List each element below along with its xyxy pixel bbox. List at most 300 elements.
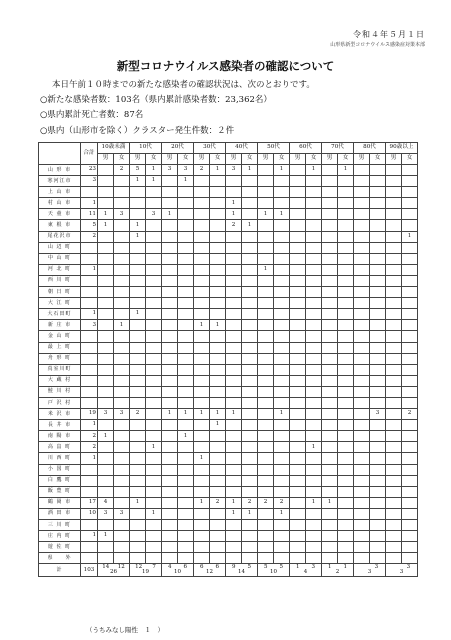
case-count-cell <box>402 165 418 176</box>
case-count-cell <box>322 431 338 442</box>
sex-sum: 6 <box>183 563 187 570</box>
case-count-cell <box>354 486 370 497</box>
case-count-cell <box>370 364 386 375</box>
case-count-cell <box>242 275 258 286</box>
case-count-cell <box>114 242 130 253</box>
case-count-cell <box>306 209 322 220</box>
sex-sum: 5 <box>279 563 283 570</box>
case-count-cell <box>162 220 178 231</box>
case-count-cell <box>402 187 418 198</box>
case-count-cell: 1 <box>338 165 354 176</box>
case-count-cell <box>178 253 194 264</box>
case-count-cell <box>258 386 274 397</box>
case-count-cell <box>226 553 242 564</box>
case-count-cell <box>194 298 210 309</box>
sex-sum: 14 <box>102 563 110 570</box>
case-count-cell <box>290 409 306 420</box>
sum-row <box>39 564 418 577</box>
case-count-cell: 1 <box>178 431 194 442</box>
case-count-cell <box>338 386 354 397</box>
case-count-cell <box>386 331 402 342</box>
age-group-header: 60代 <box>290 143 322 154</box>
case-count-cell: 1 <box>178 176 194 187</box>
case-count-cell <box>338 176 354 187</box>
case-count-cell <box>338 353 354 364</box>
table-row <box>39 353 418 364</box>
case-count-cell <box>386 431 402 442</box>
case-count-cell <box>306 531 322 542</box>
case-count-cell <box>306 320 322 331</box>
case-count-cell <box>354 386 370 397</box>
case-count-cell <box>114 486 130 497</box>
case-count-cell <box>178 520 194 531</box>
case-count-cell <box>338 475 354 486</box>
case-count-cell <box>146 386 162 397</box>
case-count-cell <box>402 309 418 320</box>
case-count-cell <box>322 287 338 298</box>
case-count-cell: 2 <box>402 409 418 420</box>
case-count-cell <box>402 475 418 486</box>
case-count-cell <box>210 486 226 497</box>
male-header: 男 <box>98 154 114 165</box>
case-count-cell <box>354 431 370 442</box>
case-count-cell <box>98 264 114 275</box>
case-count-cell <box>258 442 274 453</box>
sex-sum: 5 <box>264 563 268 570</box>
case-count-cell <box>354 364 370 375</box>
sex-sum: 6 <box>215 563 219 570</box>
case-count-cell <box>370 287 386 298</box>
case-count-cell <box>130 375 146 386</box>
table-row <box>39 420 418 431</box>
case-count-cell <box>354 198 370 209</box>
case-count-cell <box>386 442 402 453</box>
case-count-cell: 1 <box>274 409 290 420</box>
case-count-cell <box>290 542 306 553</box>
case-count-cell <box>194 442 210 453</box>
case-count-cell <box>162 464 178 475</box>
female-header: 女 <box>402 154 418 165</box>
case-count-cell <box>274 353 290 364</box>
case-count-cell <box>226 386 242 397</box>
case-count-cell <box>258 364 274 375</box>
case-count-cell <box>258 531 274 542</box>
case-count-cell <box>370 508 386 519</box>
case-count-cell <box>402 198 418 209</box>
case-count-cell <box>98 420 114 431</box>
case-count-cell <box>226 342 242 353</box>
case-count-cell <box>178 508 194 519</box>
case-count-cell: 1 <box>146 508 162 519</box>
case-count-cell <box>146 520 162 531</box>
case-count-cell <box>290 553 306 564</box>
case-count-cell <box>354 420 370 431</box>
case-count-cell <box>114 386 130 397</box>
case-count-cell <box>114 298 130 309</box>
case-count-cell <box>274 553 290 564</box>
table-row <box>39 397 418 408</box>
case-count-cell <box>258 520 274 531</box>
case-count-cell <box>178 397 194 408</box>
case-count-cell <box>386 198 402 209</box>
case-count-cell <box>322 520 338 531</box>
row-total: 3 <box>81 320 98 331</box>
case-count-cell <box>322 486 338 497</box>
case-count-cell <box>210 353 226 364</box>
case-count-cell: 1 <box>130 176 146 187</box>
case-count-cell <box>226 176 242 187</box>
case-count-cell: 4 <box>98 497 114 508</box>
note: （うちみなし陽性 １ ） <box>86 626 164 634</box>
table-row <box>39 165 418 176</box>
case-count-cell <box>386 220 402 231</box>
case-count-cell <box>146 553 162 564</box>
sex-sum: 1 <box>343 563 347 570</box>
case-count-cell <box>354 309 370 320</box>
case-count-cell <box>226 431 242 442</box>
case-count-cell <box>290 298 306 309</box>
case-count-cell <box>370 553 386 564</box>
case-count-cell <box>98 375 114 386</box>
case-count-cell <box>386 542 402 553</box>
municipality-name: 川 西 町 <box>39 453 81 464</box>
case-count-cell <box>306 298 322 309</box>
case-count-cell <box>386 520 402 531</box>
page-title: 新型コロナウイルス感染者の確認について <box>116 59 335 73</box>
male-header: 男 <box>258 154 274 165</box>
case-count-cell: 3 <box>162 165 178 176</box>
case-count-cell <box>210 287 226 298</box>
table-row <box>39 320 418 331</box>
case-count-cell <box>258 375 274 386</box>
age-group-sum <box>258 564 290 577</box>
case-count-cell <box>242 198 258 209</box>
case-count-cell <box>114 420 130 431</box>
case-count-cell <box>306 409 322 420</box>
case-count-cell <box>402 453 418 464</box>
case-count-cell: 1 <box>258 209 274 220</box>
case-count-cell: 1 <box>242 165 258 176</box>
case-count-cell <box>130 542 146 553</box>
case-count-cell <box>290 364 306 375</box>
table-row <box>39 475 418 486</box>
case-count-cell <box>114 531 130 542</box>
case-count-cell <box>114 542 130 553</box>
case-count-cell <box>210 253 226 264</box>
case-count-cell <box>386 242 402 253</box>
case-count-cell <box>402 442 418 453</box>
case-count-cell <box>162 542 178 553</box>
case-count-cell <box>130 275 146 286</box>
case-count-cell <box>194 508 210 519</box>
case-count-cell <box>98 453 114 464</box>
case-count-cell <box>322 386 338 397</box>
case-count-cell <box>338 531 354 542</box>
municipality-name: 高 畠 町 <box>39 442 81 453</box>
case-count-cell: 3 <box>98 409 114 420</box>
case-count-cell: 1 <box>98 220 114 231</box>
case-count-cell: 1 <box>210 165 226 176</box>
case-count-cell <box>226 253 242 264</box>
case-count-cell: 1 <box>274 209 290 220</box>
case-count-cell <box>130 464 146 475</box>
case-count-cell <box>98 231 114 242</box>
case-count-cell <box>146 497 162 508</box>
case-count-cell <box>98 386 114 397</box>
case-count-cell <box>290 520 306 531</box>
case-count-cell: 3 <box>114 409 130 420</box>
sex-sum: 5 <box>247 563 251 570</box>
case-count-cell <box>146 342 162 353</box>
case-count-cell <box>162 397 178 408</box>
case-count-cell <box>130 253 146 264</box>
case-count-cell <box>290 287 306 298</box>
new-cases-line: ○新たな感染者数：103名（県内累計感染者数：23,362名） <box>40 95 272 105</box>
case-count-cell: 5 <box>130 165 146 176</box>
case-count-cell <box>178 386 194 397</box>
case-count-cell <box>402 464 418 475</box>
total-header: 合計 <box>81 143 98 165</box>
case-count-cell <box>130 331 146 342</box>
case-count-cell <box>386 475 402 486</box>
case-count-cell <box>210 298 226 309</box>
case-count-cell <box>274 176 290 187</box>
age-sum: 14 <box>238 569 245 576</box>
case-count-cell <box>210 508 226 519</box>
case-count-cell: 1 <box>210 420 226 431</box>
case-count-cell <box>146 287 162 298</box>
case-count-cell <box>146 364 162 375</box>
case-count-cell <box>306 187 322 198</box>
row-total <box>81 475 98 486</box>
case-count-cell: 1 <box>194 453 210 464</box>
case-count-cell <box>98 275 114 286</box>
case-count-cell <box>322 220 338 231</box>
municipality-name: 新 庄 市 <box>39 320 81 331</box>
case-count-cell <box>354 187 370 198</box>
case-count-cell <box>290 431 306 442</box>
case-count-cell <box>274 198 290 209</box>
case-count-cell: 1 <box>306 497 322 508</box>
row-total: 1 <box>81 420 98 431</box>
case-count-cell <box>258 165 274 176</box>
case-count-cell <box>210 531 226 542</box>
case-count-cell <box>370 386 386 397</box>
case-count-cell <box>162 531 178 542</box>
age-group-sum <box>226 564 258 577</box>
case-count-cell: 1 <box>242 220 258 231</box>
case-count-cell <box>114 275 130 286</box>
case-count-cell <box>98 187 114 198</box>
case-count-cell <box>354 231 370 242</box>
case-count-cell <box>370 242 386 253</box>
case-count-cell <box>354 497 370 508</box>
department-name: 山形県新型コロナウイルス感染症対策本部 <box>330 42 425 48</box>
case-count-cell <box>178 209 194 220</box>
case-count-cell: 1 <box>162 409 178 420</box>
case-count-cell <box>306 253 322 264</box>
case-count-cell <box>226 353 242 364</box>
case-count-cell <box>226 464 242 475</box>
table-row <box>39 342 418 353</box>
sex-sum: 12 <box>117 563 125 570</box>
age-group-header: 90歳以上 <box>386 143 418 154</box>
case-count-cell <box>194 220 210 231</box>
case-count-cell <box>242 375 258 386</box>
case-count-cell <box>338 309 354 320</box>
case-count-cell <box>130 287 146 298</box>
case-count-cell <box>242 320 258 331</box>
municipality-name: 遊 佐 町 <box>39 542 81 553</box>
municipality-name: 大 蔵 村 <box>39 375 81 386</box>
case-count-cell <box>130 364 146 375</box>
case-count-cell <box>226 520 242 531</box>
case-count-cell <box>210 220 226 231</box>
case-count-cell <box>274 464 290 475</box>
case-count-cell <box>146 231 162 242</box>
case-count-cell: 1 <box>178 409 194 420</box>
sex-sum: 1 <box>296 563 300 570</box>
case-count-cell <box>370 486 386 497</box>
case-count-cell <box>290 209 306 220</box>
case-count-cell <box>338 508 354 519</box>
case-count-cell <box>274 220 290 231</box>
case-count-cell <box>370 331 386 342</box>
case-count-cell: 2 <box>274 497 290 508</box>
case-count-cell <box>178 486 194 497</box>
case-count-cell <box>258 320 274 331</box>
age-sum: 3 <box>399 569 404 576</box>
case-count-cell <box>242 542 258 553</box>
case-count-cell <box>258 220 274 231</box>
cases-table <box>38 142 418 577</box>
case-count-cell <box>290 187 306 198</box>
table-row <box>39 364 418 375</box>
case-count-cell <box>98 198 114 209</box>
case-count-cell <box>402 420 418 431</box>
table-row <box>39 231 418 242</box>
sum-label: 計 <box>39 564 81 577</box>
case-count-cell <box>162 176 178 187</box>
case-count-cell <box>178 364 194 375</box>
case-count-cell <box>402 320 418 331</box>
case-count-cell <box>290 275 306 286</box>
case-count-cell <box>354 453 370 464</box>
case-count-cell <box>402 342 418 353</box>
case-count-cell <box>338 409 354 420</box>
case-count-cell <box>114 553 130 564</box>
case-count-cell <box>370 397 386 408</box>
case-count-cell <box>370 520 386 531</box>
case-count-cell <box>274 375 290 386</box>
municipality-name: 朝 日 町 <box>39 287 81 298</box>
row-total <box>81 520 98 531</box>
case-count-cell <box>146 331 162 342</box>
case-count-cell <box>338 220 354 231</box>
case-count-cell <box>386 453 402 464</box>
case-count-cell <box>162 364 178 375</box>
table-row <box>39 275 418 286</box>
case-count-cell: 3 <box>226 165 242 176</box>
case-count-cell <box>274 320 290 331</box>
case-count-cell: 1 <box>226 508 242 519</box>
sex-sum: 3 <box>374 563 379 570</box>
case-count-cell <box>274 486 290 497</box>
case-count-cell <box>402 486 418 497</box>
case-count-cell <box>322 375 338 386</box>
case-count-cell <box>354 442 370 453</box>
case-count-cell <box>306 176 322 187</box>
case-count-cell <box>146 420 162 431</box>
case-count-cell <box>354 253 370 264</box>
case-count-cell <box>162 287 178 298</box>
case-count-cell: 2 <box>226 220 242 231</box>
case-count-cell <box>338 397 354 408</box>
case-count-cell <box>354 409 370 420</box>
case-count-cell <box>130 298 146 309</box>
case-count-cell <box>290 331 306 342</box>
case-count-cell <box>98 287 114 298</box>
case-count-cell <box>114 453 130 464</box>
case-count-cell <box>306 520 322 531</box>
case-count-cell <box>290 508 306 519</box>
case-count-cell <box>354 209 370 220</box>
case-count-cell <box>98 475 114 486</box>
case-count-cell <box>274 342 290 353</box>
case-count-cell <box>274 287 290 298</box>
case-count-cell <box>114 397 130 408</box>
case-count-cell <box>242 176 258 187</box>
case-count-cell <box>290 531 306 542</box>
case-count-cell: 3 <box>114 209 130 220</box>
case-count-cell <box>146 486 162 497</box>
row-total: 10 <box>81 508 98 519</box>
case-count-cell: 2 <box>194 165 210 176</box>
table-row <box>39 331 418 342</box>
case-count-cell <box>162 353 178 364</box>
table-row <box>39 198 418 209</box>
case-count-cell <box>226 453 242 464</box>
case-count-cell: 3 <box>146 209 162 220</box>
case-count-cell <box>130 420 146 431</box>
case-count-cell <box>370 198 386 209</box>
case-count-cell <box>386 320 402 331</box>
case-count-cell <box>114 331 130 342</box>
case-count-cell <box>146 298 162 309</box>
table-row <box>39 497 418 508</box>
case-count-cell <box>194 464 210 475</box>
case-count-cell <box>194 198 210 209</box>
case-count-cell <box>194 253 210 264</box>
table-row <box>39 486 418 497</box>
case-count-cell <box>338 253 354 264</box>
male-header: 男 <box>162 154 178 165</box>
case-count-cell <box>146 464 162 475</box>
case-count-cell <box>130 531 146 542</box>
case-count-cell <box>242 531 258 542</box>
case-count-cell: 1 <box>98 209 114 220</box>
case-count-cell <box>386 187 402 198</box>
case-count-cell <box>402 209 418 220</box>
case-count-cell <box>210 442 226 453</box>
row-total <box>81 364 98 375</box>
case-count-cell <box>258 453 274 464</box>
table-row <box>39 298 418 309</box>
row-total <box>81 342 98 353</box>
case-count-cell <box>226 531 242 542</box>
case-count-cell <box>386 397 402 408</box>
case-count-cell <box>322 187 338 198</box>
